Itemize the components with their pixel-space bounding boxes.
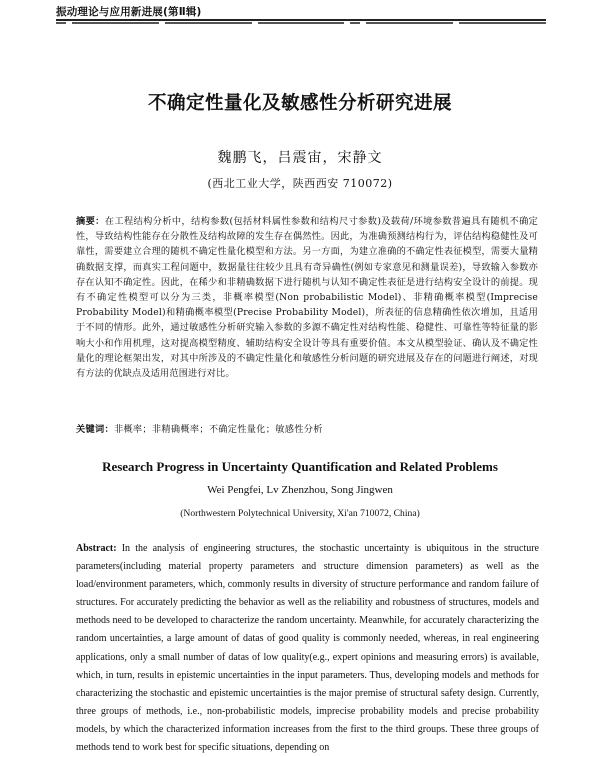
chinese-keywords-label: 关键词：: [76, 424, 114, 435]
running-header-title: 振动理论与应用新进展(第Ⅱ辑): [56, 6, 202, 18]
chinese-keywords-text: 非概率；非精确概率；不确定性量化；敏感性分析: [113, 424, 323, 435]
english-affiliation: (Northwestern Polytechnical University, Xi'an 710072, China): [180, 508, 420, 519]
chinese-title: 不确定性量化及敏感性分析研究进展: [147, 93, 452, 114]
english-abstract-label: Abstract:: [76, 543, 117, 554]
english-abstract: [76, 540, 539, 757]
header-rule: [56, 19, 546, 21]
chinese-abstract-text: 在工程结构分析中，结构参数(包括材料属性参数和结构尺寸参数)及载荷/环境参数普遍具有随机不确定性，导致结构性能存在分散性及结构故障的发生存在偶然性。因此，为准确预测结构行为，评估结构稳健性及可靠性，需要建立合理的随机不确定性量化模型和方法。另一方面，为建立准确的不确定性表征模型，需要大量精确数据支撑，而真实工程问题中，数据量往往较少且具有奇异确性(例如专家意见和测量误差)，导致输入参数亦存在认知不确定性。因此，在稀少和非精确数据下进行随机与认知不确定性表征是进行结构安全设计的前提。现有不确定性模型可以分为三类，非概率模型(Non probabilistic Model)、非精确概率模型(Imprecise Probability Model)和精确概率模型(Precise Probability Model)，所表征的信息精确性依次增加，且适用于不同的情形。此外，通过敏感性分析研究输入参数的多源不确定性对结构性能、稳健性、可靠性等特征量的影响大小和作用机理，这对提高模型精度、辅助结构安全设计等具有重要价值。本文从模型验证、确认及不确定性量化的理论框架出发，对其中所涉及的不确定性量化和敏感性分析问题的研究进展及存在的问题进行阐述，对现有方法的优缺点及适用范围进行对比。: [76, 216, 539, 380]
english-authors: Wei Pengfei, Lv Zhenzhou, Song Jingwen: [207, 484, 393, 496]
header-dashes: [56, 22, 546, 26]
chinese-abstract: [76, 214, 538, 381]
english-abstract-text: In the analysis of engineering structures, the stochastic uncertainty is ubiquitous in the structure parameters(including material property parameters and structure dimension parameters) as well as the load/environment parameters, which, commonly results in diversity of structure performance and random failure of structures. For accurately predicting the behavior as well as the reliability and robustness of structures, models and methods need to be developed to characterize the random uncertainty. Meanwhile, for accurately characterizing the random uncertainties, a large amount of datas of good quality is commonly needed, whereas, in real engineering applications, only a small number of datas of low quality(e.g., expert opinions and measuring errors) is available, which, in turn, results in epistemic uncertainties in the input parameters. Thus, developing models and methods for characterizing the stochastic and epistemic uncertainties is the major premise of structural safety design. Currently, three groups of methods, i.e., non-probabilistic models, imprecise probability models and precise probability models, by which the characterized information increases from the first to the third groups. These three groups of methods tend to work best for specific situations, depending on: [76, 543, 539, 754]
chinese-affiliation: (西北工业大学，陕西西安 710072): [207, 177, 393, 190]
chinese-authors: 魏鹏飞，吕震宙，宋静文: [217, 150, 383, 166]
english-title: Research Progress in Uncertainty Quantification and Related Problems: [102, 459, 498, 474]
chinese-keywords: [76, 422, 538, 437]
running-header: [56, 4, 546, 30]
chinese-abstract-label: 摘要：: [76, 216, 105, 227]
